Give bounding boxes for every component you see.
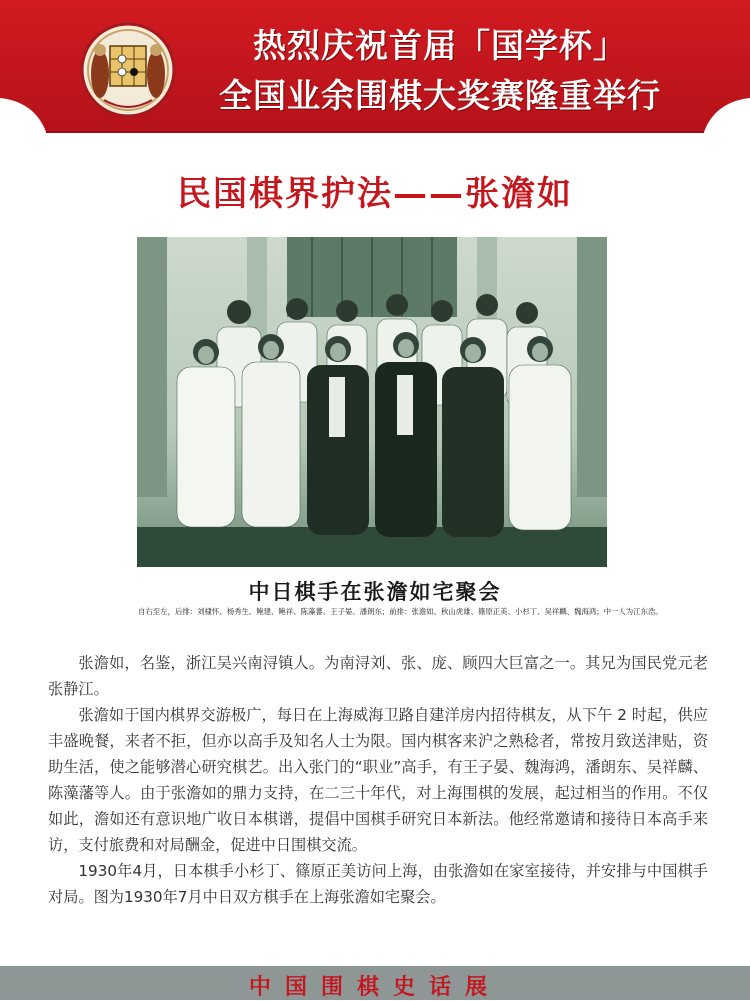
header-title-line2: 全国业余围棋大奖赛隆重举行: [219, 76, 661, 115]
historical-group-photo: [137, 237, 607, 567]
paragraph: 1930年4月，日本棋手小杉丁、篠原正美访问上海，由张澹如在家室接待，并安排与中国棋手对局。图为1930年7月中日双方棋手在上海张澹如宅聚会。: [48, 862, 708, 906]
page-title: 民国棋界护法——张澹如: [177, 174, 573, 214]
footer-title: 中国围棋史话展: [248, 974, 501, 1000]
photo-names-list: 自右至左，后排：刘棣怀、杨秀生、鲍建、鲍祥、陈藻蕃、王子晏、潘朗东；前排：张澹如、秋山虎雄、篠原正美、小杉丁、吴祥麟、魏海鸿；中一人为江东浩。: [138, 607, 663, 616]
footer-bar: [0, 966, 750, 1000]
paragraph: 张澹如于国内棋界交游极广，每日在上海威海卫路自建洋房内招待棋友，从下午 2 时起，供应丰盛晚餐，来者不拒，但亦以高手及知名人士为限。国内棋客来沪之熟稔者，常按月致送津贴，资助生活，使之能够潜心研究棋艺。出入张门的“职业”高手，有王子晏、魏海鸿，潘朗东、吴祥麟、陈藻藩等人。由于张澹如的鼎力支持，在二三十年代，对上海围棋的发展，起过相当的作用。不仅如此，澹如还有意识地广收日本棋谱，提倡中国棋手研究日本新法。他经常邀请和接待日本高手来访，支付旅费和对局酬金，促进中日围棋交流。: [48, 706, 708, 854]
article-body: [48, 650, 708, 910]
photo-caption: 中日棋手在张澹如宅聚会: [248, 579, 502, 604]
header-title-line1: 热烈庆祝首届「国学杯」: [253, 26, 627, 65]
header-banner: [0, 0, 750, 140]
paragraph: 张澹如，名鉴，浙江吴兴南浔镇人。为南浔刘、张、庞、顾四大巨富之一。其兄为国民党元老张静江。: [48, 654, 708, 698]
go-board-logo-icon: [80, 22, 176, 118]
